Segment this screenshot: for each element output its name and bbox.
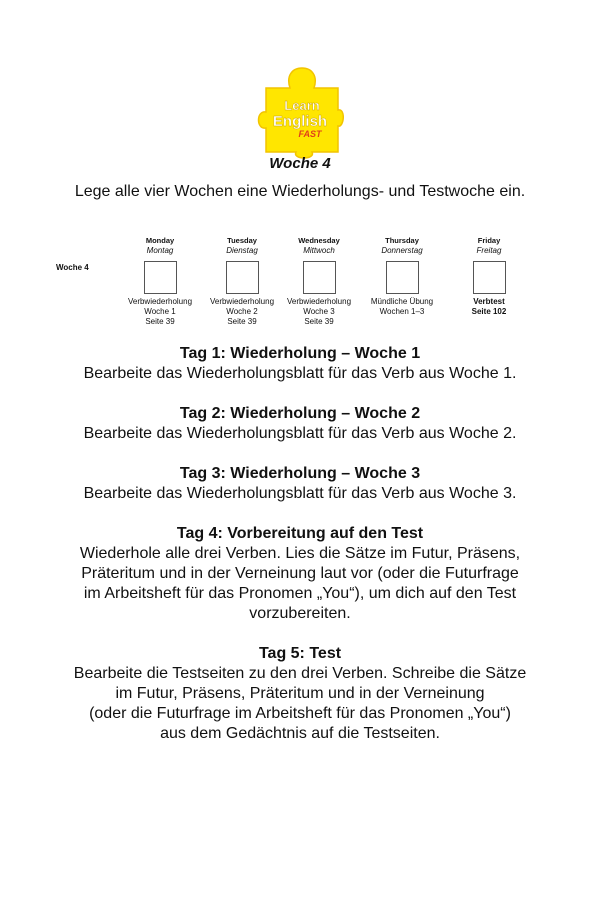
schedule-row-label: Woche 4	[56, 263, 89, 272]
day-name-en: Tuesday	[227, 236, 257, 245]
section-line: Präteritum und in der Verneinung laut vor (oder die Futurfrage	[81, 565, 519, 582]
section-line: Bearbeite die Testseiten zu den drei Verben. Schreibe die Sätze	[73, 665, 527, 682]
section-line: Bearbeite das Wiederholungsblatt für das Verb aus Woche 1.	[83, 365, 517, 382]
checkbox-thursday[interactable]	[386, 261, 419, 294]
day-monday	[115, 236, 205, 327]
day-task-line: Verbwiederholung	[127, 297, 193, 306]
day-name-de: Dienstag	[226, 246, 258, 255]
logo-english-text: English	[272, 113, 328, 130]
checkbox-tuesday[interactable]	[226, 261, 259, 294]
day-task-line: Seite 39	[227, 317, 257, 326]
section-line: Bearbeite das Wiederholungsblatt für das Verb aus Woche 2.	[83, 425, 517, 442]
learn-english-fast-logo	[252, 66, 344, 160]
day-name-de: Donnerstag	[381, 246, 423, 255]
section-line: im Arbeitsheft für das Pronomen „You“), um dich auf den Test	[83, 585, 517, 602]
section-line: Wiederhole alle drei Verben. Lies die Sätze im Futur, Präsens,	[79, 545, 521, 562]
day-task-line: Verbwiederholung	[286, 297, 352, 306]
day-task-line: Wochen 1–3	[379, 307, 425, 316]
section-heading: Tag 1: Wiederholung – Woche 1	[179, 345, 421, 362]
day-name-en: Friday	[477, 236, 501, 245]
puzzle-piece-icon	[252, 66, 344, 160]
day-task-line: Seite 102	[471, 307, 507, 316]
day-name-en: Monday	[145, 236, 175, 245]
checkbox-monday[interactable]	[144, 261, 177, 294]
day-name-de: Montag	[146, 246, 174, 255]
section-day-2	[40, 404, 560, 444]
section-line: im Futur, Präsens, Präteritum und in der Verneinung	[115, 685, 485, 702]
section-day-1	[40, 344, 560, 384]
logo-learn-text: Learn	[284, 98, 320, 113]
day-thursday	[357, 236, 447, 317]
section-heading: Tag 2: Wiederholung – Woche 2	[179, 405, 421, 422]
logo-fast-text: FAST	[298, 129, 322, 139]
day-task-line: Woche 3	[303, 307, 335, 316]
day-friday	[444, 236, 534, 317]
day-name-de: Mittwoch	[303, 246, 335, 255]
day-task-line: Woche 2	[226, 307, 258, 316]
section-line: aus dem Gedächtnis auf die Testseiten.	[160, 725, 440, 742]
section-heading: Tag 4: Vorbereitung auf den Test	[176, 525, 424, 542]
section-heading: Tag 5: Test	[258, 645, 342, 662]
day-task-line: Verbtest	[473, 297, 505, 306]
day-task-line: Seite 39	[145, 317, 175, 326]
section-heading: Tag 3: Wiederholung – Woche 3	[179, 465, 421, 482]
day-task-line: Verbwiederholung	[209, 297, 275, 306]
day-name-en: Thursday	[385, 236, 419, 245]
section-day-4	[40, 524, 560, 624]
section-line: vorzubereiten.	[249, 605, 351, 622]
section-day-5	[40, 644, 560, 744]
checkbox-wednesday[interactable]	[303, 261, 336, 294]
section-line: (oder die Futurfrage im Arbeitsheft für das Pronomen „You“)	[89, 705, 511, 722]
day-wednesday	[274, 236, 364, 327]
section-day-3	[40, 464, 560, 504]
day-task-line: Mündliche Übung	[370, 297, 434, 306]
intro-text: Lege alle vier Wochen eine Wiederholungs- und Testwoche ein.	[74, 183, 526, 200]
page-title: Woche 4	[269, 155, 331, 172]
day-name-de: Freitag	[476, 246, 502, 255]
section-line: Bearbeite das Wiederholungsblatt für das Verb aus Woche 3.	[83, 485, 517, 502]
day-name-en: Wednesday	[298, 236, 340, 245]
checkbox-friday[interactable]	[473, 261, 506, 294]
day-task-line: Woche 1	[144, 307, 176, 316]
day-task-line: Seite 39	[304, 317, 334, 326]
